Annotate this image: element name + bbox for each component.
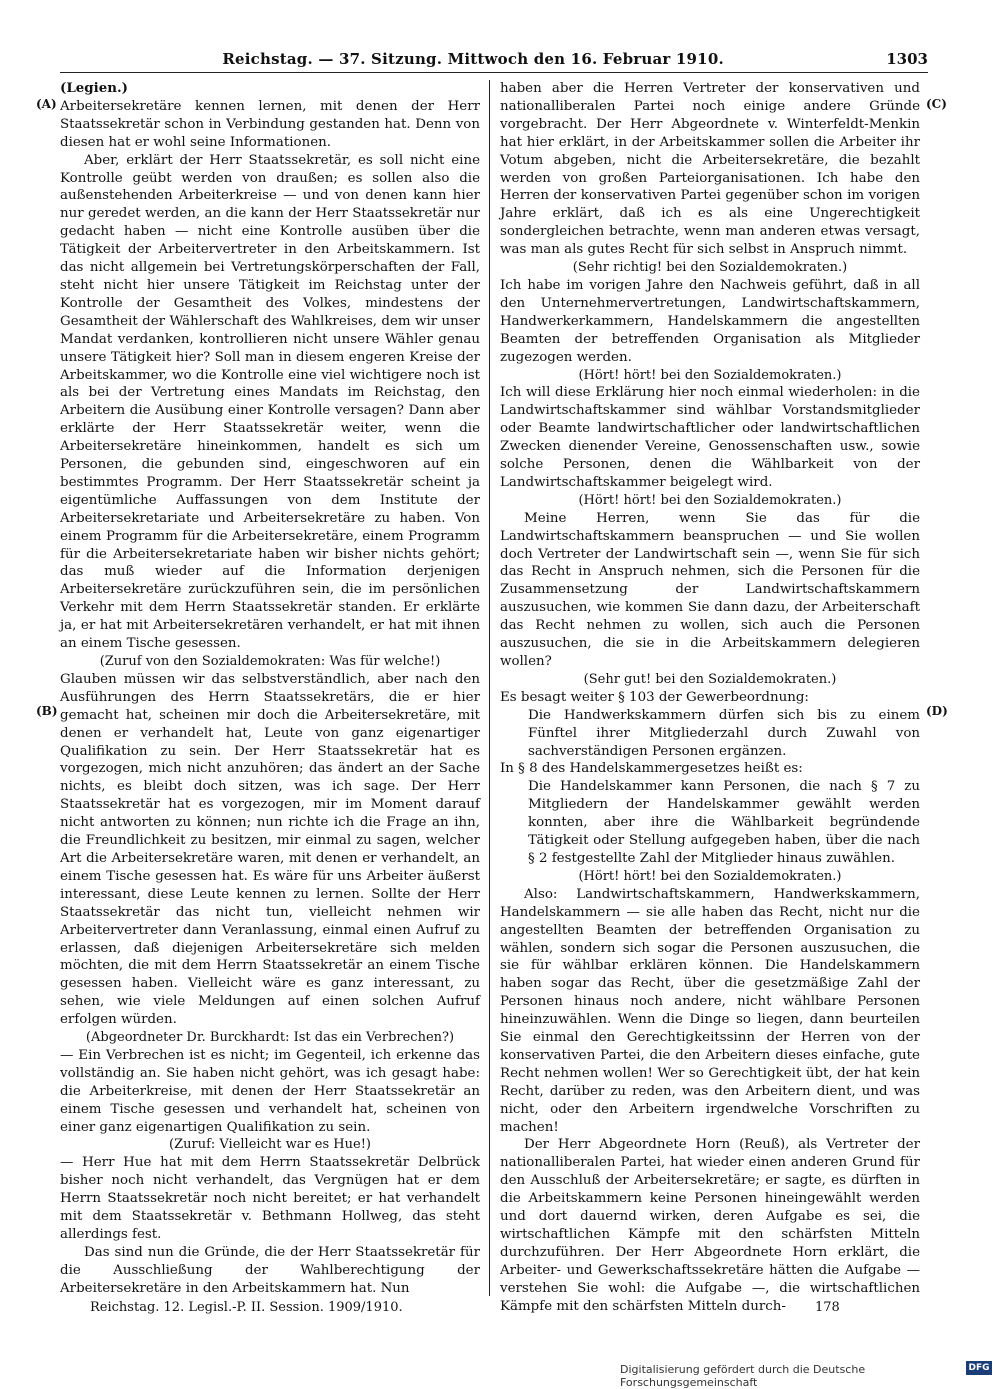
interjection: (Sehr richtig! bei den Sozialdemokraten.): [572, 260, 848, 276]
margin-marker-d: (D): [926, 704, 948, 718]
paragraph: Aber, erklärt der Herr Staatssekretär, es soll nicht eine Kontrolle geübt werden von draußen; es sollen also die außenstehenden Arbeiterkreise — und von denen kann hier nur geredet werden, an die kann der Herr Staatssekretär nur gedacht haben — nicht eine Kontrolle ausüben über die Tätigkeit der Arbeitervertreter in den Arbeitskammern. Ist das nicht allgemein bei Vertretungskörperschaften der Fall, steht nicht hier unsere Tätigkeit im Reichstag unter der Kontrolle der Gesamtheit des Volkes, mindestens der Gesamtheit der Wählerschaft des Wahlkreises, dem wir unser Mandat verdanken, kontrollieren nicht unsere Wähler genau unsere Tätigkeit hier? Soll man in diesem engeren Kreise der Arbeitskammer, wo die Kontrolle eine viel wichtigere noch ist als bei der Vertretung eines Mandats im Reichstag, den Arbeitern die Ausübung einer Kontrolle versagen? Dann aber erklärte der Herr Staatssekretär weiter, wenn die Arbeitersekretäre hineinkommen, handelt es sich um Personen, die gebunden sind, eingeschworen auf ein bestimmtes Programm. Der Herr Staatssekretär scheint ja eigentümliche Auffassungen von dem Institute der Arbeitersekretariate und Arbeitersekretäre zu haben. Von einem Programm für die Arbeitersekretäre, einem Programm für die Arbeitersekretariate haben wir bisher nichts gehört; das muß wieder auf die Information derjenigen Arbeitersekretäre zurückzuführen sein, die im persönlichen Verkehr mit dem Herrn Staatssekretär standen. Er erklärte ja, er hat mit Arbeitersekretären verhandelt, er hat mit ihnen an einem Tische gesessen.: [60, 152, 480, 652]
margin-marker-c: (C): [926, 97, 947, 111]
running-head: Reichstag. — 37. Sitzung. Mittwoch den 16. Februar 1910.: [222, 50, 724, 68]
margin-marker-a: (A): [36, 97, 57, 111]
paragraph: Also: Landwirtschaftskammern, Handwerkskammern, Handelskammern — sie alle haben das Recht, nicht nur die angestellten Beamten der betreffenden Organisation zu wählen, sondern sich sogar die Personen auszusuchen, die sie für wählbar erklären können. Die Handelskammern haben sogar das Recht, über die gesetzmäßige Zahl der Personen hinaus noch andere, nicht wählbare Personen hineinzuwählen. Wenn die Dinge so liegen, dann beurteilen Sie einmal den Gerechtigkeitssinn der Herren von der konservativen Partei, die den Arbeitern dieses einfache, gute Recht nehmen wollen! Wer so Gerechtigkeit übt, der hat kein Recht, darüber zu reden, was den Arbeitern dient, und was nicht, oder den Arbeitern irgendwelche Vorschriften zu machen!: [500, 886, 920, 1135]
dfg-logo: DFG: [966, 1361, 992, 1375]
footer-session: Reichstag. 12. Legisl.-P. II. Session. 1909/1910.: [90, 1300, 403, 1315]
paragraph: — Ein Verbrechen ist es nicht; im Gegenteil, ich erkenne das vollständig an. Sie haben nicht gehört, was ich gesagt habe: die Arbeiterkreise, mit denen der Herr Staatssekretär an einem Tische gesessen und verhandelt hat, scheinen von einer ganz eigenartigen Qualifikation zu sein.: [60, 1047, 480, 1135]
interjection: (Hört! hört! bei den Sozialdemokraten.): [578, 868, 842, 884]
interjection: (Zuruf: Vielleicht war es Hue!): [169, 1137, 371, 1153]
paragraph: In § 8 des Handelskammergesetzes heißt es:: [500, 761, 803, 777]
quoted-law: Die Handelskammer kann Personen, die nach § 7 zu Mitgliedern der Handelskammer gewählt werden konnten, aber ihre die Wählbarkeit begründende Tätigkeit oder Stellung aufgegeben haben, über die nach § 2 festgestellte Zahl der Mitglieder hinaus zuwählen.: [528, 779, 920, 866]
margin-marker-b: (B): [36, 704, 58, 718]
page-number: 1303: [886, 50, 928, 68]
paragraph: haben aber die Herren Vertreter der konservativen und nationalliberalen Partei noch einige andere Gründe vorgebracht. Der Herr Abgeordnete v. Winterfeldt-Menkin hat hier erklärt, in der Arbeitskammer sollen die Arbeiter ihr Votum abgeben, nicht die Arbeitersekretäre, die bezahlt werden von großen Parteiorganisationen. Ich habe den Herren der konservativen Partei gegenüber schon im vorigen Jahre erklärt, daß ich es als eine Ungerechtigkeit sondergleichen betrachte, wenn man anderen etwas versagt, was man als gutes Recht für sich selbst in Anspruch nimmt.: [500, 81, 920, 258]
paragraph: Glauben müssen wir das selbstverständlich, aber nach den Ausführungen des Herrn Staatssekretärs, die er hier gemacht hat, scheinen mir doch die Arbeitersekretäre, mit denen er verhandelt hat, Leute von ganz eigenartiger Qualifikation zu sein. Der Herr Staatssekretär hat es vorgezogen, mich nicht anzuhören; das ändert an der Sache nichts, es bleibt doch sitzen, was ich sage. Der Herr Staatssekretär hat es vorgezogen, mir im Moment darauf nicht antworten zu können; nun richte ich die Frage an ihn, die Freundlichkeit zu besitzen, mir einmal zu sagen, welcher Art die Arbeitersekretäre waren, mit denen er verhandelt, an einem Tische gesessen hat. Es wäre für uns Arbeiter äußerst interessant, diese Leute kennen zu lernen. Sollte der Herr Staatssekretär das nicht tun, vielleicht nehmen wir Arbeitervertreter dann Veranlassung, einmal einen Aufruf zu erlassen, daß diejenigen Arbeitersekretäre sich melden möchten, die mit dem Herrn Staatssekretär an einem Tische gesessen haben. Vielleicht wäre es ganz interessant, zu sehen, wie viele Meldungen auf einen solchen Aufruf erfolgen würden.: [60, 671, 480, 1028]
paragraph: Das sind nun die Gründe, die der Herr Staatssekretär für die Ausschließung der Wahlberechtigung der Arbeitersekretäre in den Arbeitskammern hat. Nun: [60, 1244, 480, 1296]
page-header: [60, 46, 928, 73]
interjection: (Hört! hört! bei den Sozialdemokraten.): [578, 492, 842, 508]
quoted-law: Die Handwerkskammern dürfen sich bis zu einem Fünftel ihrer Mitgliederzahl durch Zuwahl von sachverständigen Personen ergänzen.: [528, 707, 920, 759]
footer-sheet-number: 178: [815, 1300, 840, 1315]
paragraph: Ich habe im vorigen Jahre den Nachweis geführt, daß in all den Unternehmervertretungen, Landwirtschaftskammern, Handwerkerkammern, Handelskammern die angestellten Beamten der betreffenden Organisation als Mitglieder zugezogen werden.: [500, 277, 920, 365]
interjection: (Sehr gut! bei den Sozialdemokraten.): [583, 671, 837, 687]
paragraph: Meine Herren, wenn Sie das für die Landwirtschaftskammern beanspruchen — und Sie wollen doch Vertreter der Landwirtschaft sein —, wenn Sie für sich das Recht in Anspruch nehmen, sich die Personen für die Zusammensetzung der Landwirtschaftskammern auszusuchen, wie kommen Sie dann dazu, der Arbeiterschaft das Recht nehmen zu wollen, sich auch die Personen auszusuchen, die sie in die Arbeitskammern delegieren wollen?: [500, 510, 920, 669]
paragraph: Der Herr Abgeordnete Horn (Reuß), als Vertreter der nationalliberalen Partei, hat wieder einen anderen Grund für den Ausschluß der Arbeitersekretäre; er sagte, es dürften in die Arbeitskammern keine Personen hineingewählt werden und dort dauernd wirken, deren Aufgabe es sei, die wirtschaftlichen Kämpfe mit den schärfsten Mitteln durchzuführen. Der Herr Abgeordnete Horn erklärt, die Arbeiter- und Gewerkschaftssekretäre hätten die Aufgabe — verstehen Sie wohl: die Aufgabe —, die wirtschaftlichen Kämpfe mit den schärfsten Mitteln durch-: [500, 1137, 920, 1314]
interjection: (Zuruf von den Sozialdemokraten: Was für welche!): [99, 654, 441, 669]
paragraph: Arbeitersekretäre kennen lernen, mit denen der Herr Staatssekretär schon in Verbindung gestanden hat. Denn von diesen hat er wohl seine Informationen.: [60, 98, 480, 150]
interjection: (Hört! hört! bei den Sozialdemokraten.): [578, 367, 842, 383]
speaker-label: (Legien.): [60, 80, 128, 96]
paragraph: — Herr Hue hat mit dem Herrn Staatssekretär Delbrück bisher noch nicht verhandelt, das Vergnügen hat er dem Herrn Staatssekretär noch nicht bereitet; er hat verhandelt mit dem Staatssekretär v. Bethmann Hollweg, das steht allerdings fest.: [60, 1155, 480, 1242]
interjection: (Abgeordneter Dr. Burckhardt: Ist das ein Verbrechen?): [85, 1030, 455, 1046]
paragraph: Ich will diese Erklärung hier noch einmal wiederholen: in die Landwirtschaftskammer sind wählbar Vorstandsmitglieder oder Beamte landwirtschaftlicher oder landwirtschaftlichen Zwecken dienender Vereine, Genossenschaften usw., sowie solche Personen, denen die Wählbarkeit von der Landwirtschaftskammer beigelegt wird.: [500, 385, 920, 490]
column-divider: [489, 80, 490, 1296]
paragraph: Es besagt weiter § 103 der Gewerbeordnung:: [500, 689, 809, 705]
digitization-credit: Digitalisierung gefördert durch die Deutsche Forschungsgemeinschaft: [620, 1363, 866, 1389]
left-column: [60, 80, 480, 1296]
